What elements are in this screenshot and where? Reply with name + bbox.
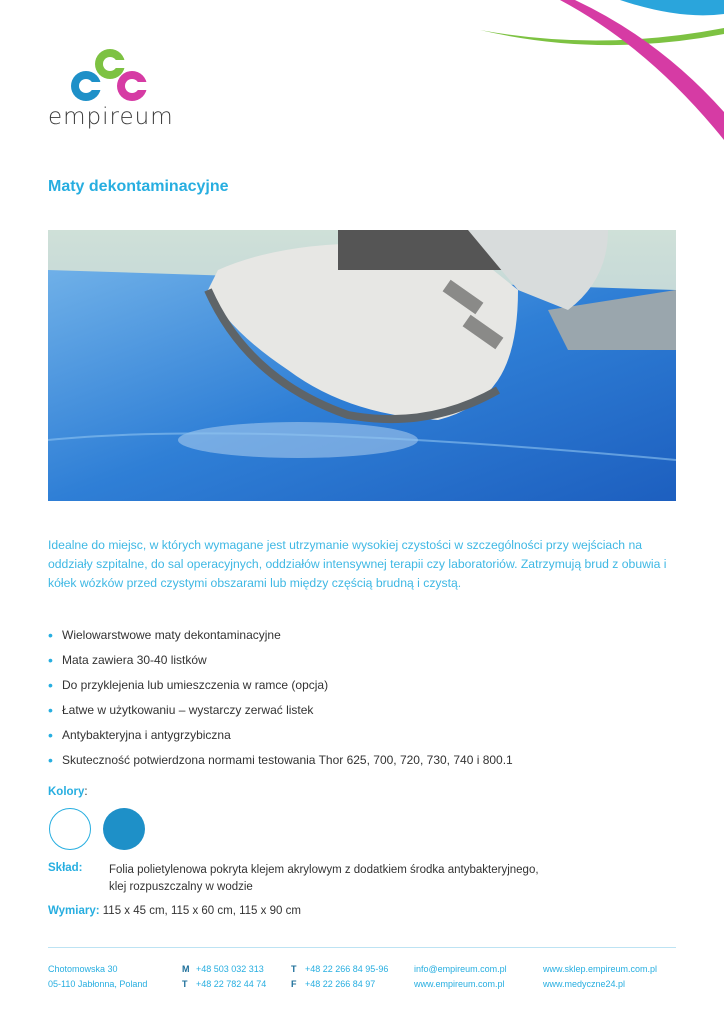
medical-link[interactable]: www.medyczne24.pl [543, 979, 626, 989]
dimensions: Wymiary: 115 x 45 cm, 115 x 60 cm, 115 x 90 cm [48, 905, 301, 917]
footer-phones-2: T +48 22 266 84 95-96 F +48 22 266 84 97 [291, 964, 389, 989]
footer-contact [414, 962, 507, 992]
color-swatch-blue [103, 808, 145, 850]
list-item: • Wielowarstwowe maty dekontaminacyjne [48, 626, 281, 643]
website-link[interactable]: www.empireum.com.pl [414, 979, 505, 989]
bullet-icon: • [48, 626, 53, 643]
color-swatch-white [49, 808, 91, 850]
footer-address: Chotomowska 30 05-110 Jabłonna, Poland [48, 964, 148, 989]
footer-divider [48, 947, 676, 948]
feature-list [48, 622, 678, 772]
intro-paragraph: Idealne do miejsc, w których wymagane jest utrzymanie wysokiej czystości w szczególności przy wejściach na oddziały szpitalne, do sal operacyjnych, oddziałów intensywnej terapii czy laboratoriów. Zatrzymują brud z obuwia i kółek wózków przed czystymi obszarami lub między częścią brudną i czystą. [48, 538, 667, 590]
list-item: • Do przyklejenia lub umieszczenia w ramce (opcja) [48, 676, 329, 693]
composition-label: Skład: [48, 862, 83, 874]
colors-heading: Kolory: [48, 786, 88, 798]
product-photo [48, 230, 676, 501]
footer-phones-1: M +48 503 032 313 T +48 22 782 44 74 [182, 964, 267, 989]
bullet-icon: • [48, 701, 53, 718]
composition-text: Folia polietylenowa pokryta klejem akrylowym z dodatkiem środka antybakteryjnego, klej rozpuszczalny w wodzie [109, 864, 539, 893]
email-link[interactable]: info@empireum.com.pl [414, 964, 507, 974]
logo-wordmark: empireum [48, 104, 174, 130]
list-item: • Mata zawiera 30-40 listków [48, 651, 207, 668]
bullet-icon: • [48, 676, 53, 693]
bullet-icon: • [48, 726, 53, 743]
page-title: Maty dekontaminacyjne [48, 178, 229, 195]
footer-websites [543, 962, 657, 992]
bullet-icon: • [48, 751, 53, 768]
shop-link[interactable]: www.sklep.empireum.com.pl [543, 964, 658, 974]
bullet-icon: • [48, 651, 53, 668]
list-item: • Łatwe w użytkowaniu – wystarczy zerwać listek [48, 701, 314, 718]
list-item: • Antybakteryjna i antygrzybiczna [48, 726, 231, 743]
list-item: • Skuteczność potwierdzona normami testowania Thor 625, 700, 720, 730, 740 i 800.1 [48, 751, 513, 768]
